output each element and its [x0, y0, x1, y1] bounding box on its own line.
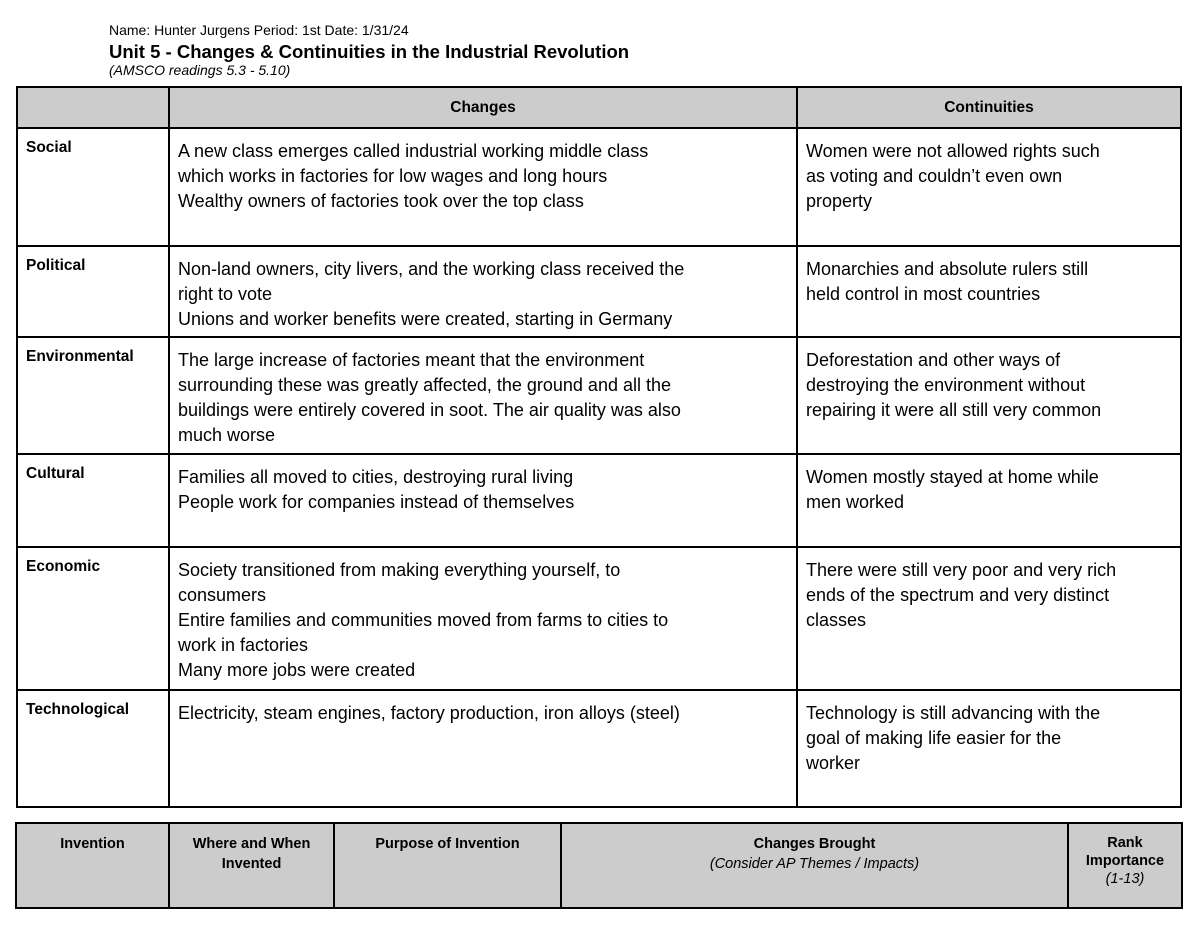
- changes-line: Wealthy owners of factories took over the top class: [178, 191, 584, 211]
- continuities-cell: [797, 690, 1181, 807]
- continuities-line: as voting and couldn’t even own: [806, 166, 1063, 186]
- invention-table: [15, 822, 1183, 909]
- changes-cell: [169, 246, 797, 337]
- continuities-line: men worked: [806, 492, 905, 512]
- changes-line: buildings were entirely covered in soot. The air quality was also: [178, 400, 681, 420]
- changes-line: right to vote: [178, 284, 273, 304]
- changes-line: A new class emerges called industrial working middle class: [178, 141, 649, 161]
- rank-header-note: (1-13): [1105, 871, 1145, 887]
- changes-line: Families all moved to cities, destroying rural living: [178, 467, 574, 487]
- changes-line: surrounding these was greatly affected, the ground and all the: [178, 375, 671, 395]
- continuities-line: goal of making life easier for the: [806, 728, 1062, 748]
- category-cell: Economic: [17, 547, 169, 690]
- continuities-cell: [797, 547, 1181, 690]
- continuities-line: worker: [806, 753, 861, 773]
- changes-cell: [169, 547, 797, 690]
- continuities-cell: [797, 454, 1181, 547]
- continuities-line: ends of the spectrum and very distinct: [806, 585, 1110, 605]
- changes-line: consumers: [178, 585, 267, 605]
- where-when-header-line1: Where and When: [192, 836, 311, 852]
- changes-brought-header: [561, 823, 1068, 908]
- continuities-header: Continuities: [797, 87, 1181, 128]
- invention-header-label: Invention: [60, 836, 125, 852]
- student-info: Name: Hunter Jurgens Period: 1st Date: 1/31/24: [109, 22, 409, 38]
- rank-header-line1: Rank: [1107, 835, 1143, 851]
- changes-line: Society transitioned from making everything yourself, to: [178, 560, 621, 580]
- rank-header: [1068, 823, 1182, 908]
- changes-brought-header-note: (Consider AP Themes / Impacts): [709, 856, 920, 872]
- category-cell: Social: [17, 128, 169, 246]
- changes-cell: [169, 690, 797, 807]
- table-row: [17, 337, 1181, 454]
- changes-line: Non-land owners, city livers, and the working class received the: [178, 259, 685, 279]
- purpose-header-label: Purpose of Invention: [375, 836, 520, 852]
- continuities-line: Women were not allowed rights such: [806, 141, 1100, 161]
- changes-line: Entire families and communities moved from farms to cities to: [178, 610, 669, 630]
- continuities-line: classes: [806, 610, 867, 630]
- continuities-line: Monarchies and absolute rulers still: [806, 259, 1089, 279]
- where-when-header: [169, 823, 334, 908]
- continuities-line: Deforestation and other ways of: [806, 350, 1061, 370]
- changes-line: Unions and worker benefits were created, starting in Germany: [178, 309, 673, 329]
- table-row: [17, 246, 1181, 337]
- continuities-line: destroying the environment without: [806, 375, 1086, 395]
- category-cell: Technological: [17, 690, 169, 807]
- changes-line: The large increase of factories meant that the environment: [178, 350, 645, 370]
- table-row: [17, 454, 1181, 547]
- changes-line: work in factories: [178, 635, 309, 655]
- continuities-cell: [797, 246, 1181, 337]
- continuities-line: held control in most countries: [806, 284, 1041, 304]
- continuities-cell: [797, 337, 1181, 454]
- continuities-line: property: [806, 191, 873, 211]
- changes-line: which works in factories for low wages and long hours: [178, 166, 608, 186]
- changes-line: much worse: [178, 425, 276, 445]
- category-cell: Cultural: [17, 454, 169, 547]
- table-row: [17, 547, 1181, 690]
- changes-continuities-table: [16, 86, 1182, 808]
- invention-header-row: [16, 823, 1182, 908]
- invention-header: [16, 823, 169, 908]
- rank-header-line2: Importance: [1085, 853, 1165, 869]
- purpose-header: [334, 823, 561, 908]
- category-cell: Political: [17, 246, 169, 337]
- document-subtitle: (AMSCO readings 5.3 - 5.10): [109, 62, 291, 78]
- continuities-line: repairing it were all still very common: [806, 400, 1102, 420]
- changes-line: Many more jobs were created: [178, 660, 416, 680]
- document-title: Unit 5 - Changes & Continuities in the Industrial Revolution: [109, 41, 630, 62]
- category-cell: Environmental: [17, 337, 169, 454]
- table-row: [17, 690, 1181, 807]
- changes-brought-header-label: Changes Brought: [753, 836, 876, 852]
- corner-header: [17, 87, 169, 128]
- changes-cell: [169, 337, 797, 454]
- document-header: [109, 22, 629, 78]
- changes-cell: [169, 454, 797, 547]
- changes-line: People work for companies instead of themselves: [178, 492, 575, 512]
- table-header-row: [17, 87, 1181, 128]
- continuities-line: Technology is still advancing with the: [806, 703, 1101, 723]
- continuities-cell: [797, 128, 1181, 246]
- changes-line: Electricity, steam engines, factory production, iron alloys (steel): [178, 703, 680, 723]
- changes-header: Changes: [169, 87, 797, 128]
- continuities-line: There were still very poor and very rich: [806, 560, 1117, 580]
- table-row: [17, 128, 1181, 246]
- changes-cell: [169, 128, 797, 246]
- continuities-line: Women mostly stayed at home while: [806, 467, 1099, 487]
- where-when-header-line2: Invented: [221, 856, 282, 872]
